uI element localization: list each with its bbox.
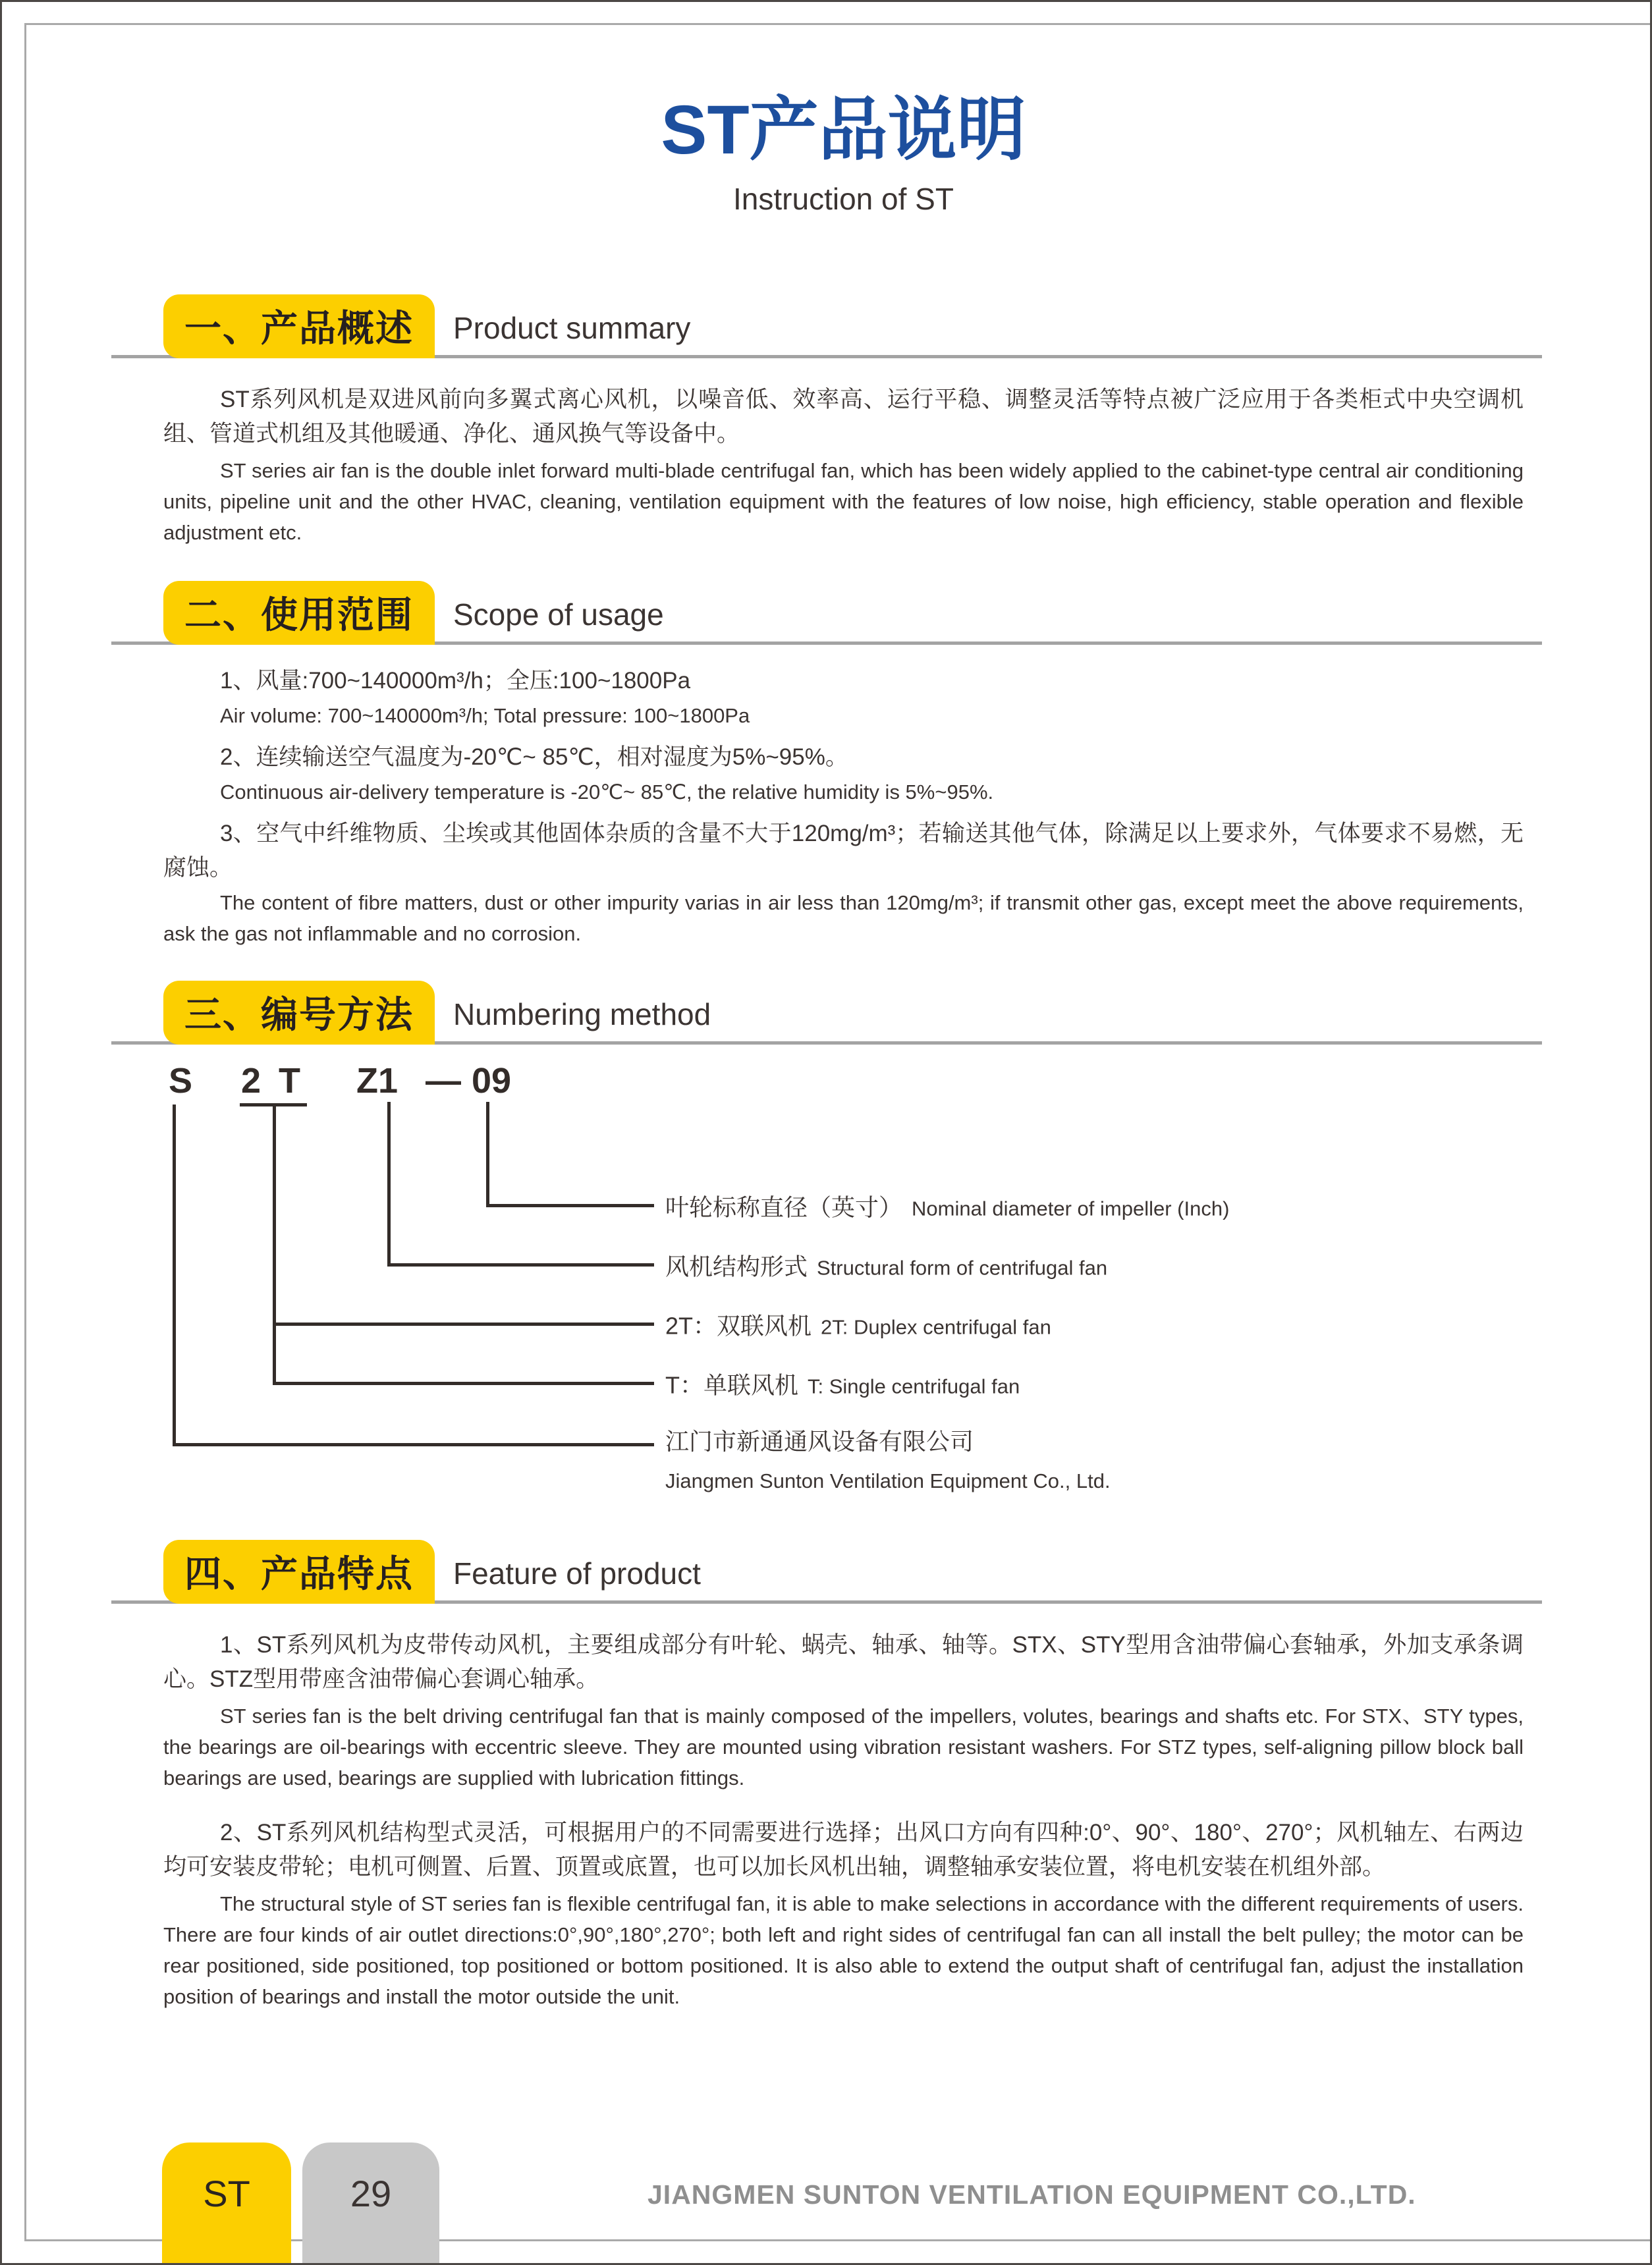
- code-char-09: 09: [472, 1060, 512, 1101]
- section-en-label: Numbering method: [453, 996, 711, 1031]
- section-badge: 三、编号方法: [163, 981, 435, 1045]
- feature-item-2-en: The structural style of ST series fan is flexible centrifugal fan, it is able to make selections in accordance with the different requirements of users. There are four kinds of air outlet directions:0°,90°,180°,270°; both left and right sides of centrifugal fan can all install the belt pulley; the motor can be rear positioned, side positioned, top positioned or bottom positioned. It is also able to extend the output shaft of centrifugal fan, adjust the installation position of bearings and install the motor outside the unit.: [163, 1892, 1524, 2008]
- section-header-numbering-method: [163, 981, 1524, 1041]
- usage-item-3-en: The content of fibre matters, dust or other impurity varias in air less than 120mg/m³; if transmit other gas, except meet the above requirements, ask the gas not inflammable and no corrosion.: [163, 890, 1524, 945]
- section-header-feature-of-product: [163, 1540, 1524, 1600]
- usage-item-3-zh: 3、空气中纤维物质、尘埃或其他固体杂质的含量不大于120mg/m³；若输送其他气体，除满足以上要求外，气体要求不易燃，无腐蚀。: [163, 820, 1524, 881]
- diagram-label-structure: 风机结构形式 Structural form of centrifugal fan: [665, 1253, 1108, 1280]
- feature-item-2-zh: 2、ST系列风机结构型式灵活，可根据用户的不同需要进行选择；出风口方向有四种:0°、90°、180°、270°；风机轴左、右两边均可安装皮带轮；电机可侧置、后置、顶置或底置，也可以加长风机出轴，调整轴承安装位置，将电机安装在机组外部。: [163, 1819, 1524, 1880]
- section-header-scope-of-usage: [163, 581, 1524, 641]
- connector-horizontal-structure: [387, 1263, 654, 1267]
- usage-item-1-zh: 1、风量:700~140000m³/h；全压:100~1800Pa: [220, 667, 691, 694]
- section-badge: 四、产品特点: [163, 1540, 435, 1604]
- feature-item-1-en: ST series fan is the belt driving centrifugal fan that is mainly composed of the impellers, volutes, bearings and shafts etc. For STX、STY types, the bearings are oil-bearings with eccentric sleeve. They are mounted using vibration resistant washers. For STZ types, self-aligning pillow block ball bearings are used, bearings are supplied with lubrication fittings.: [163, 1704, 1524, 1789]
- page-content: [163, 2, 1524, 2012]
- page-title: ST产品说明: [661, 92, 1026, 169]
- diagram-label-single: T：单联风机 T: Single centrifugal fan: [665, 1371, 1020, 1399]
- usage-item-1-en: Air volume: 700~140000m³/h; Total pressure: 100~1800Pa: [220, 703, 750, 727]
- connector-vertical-s: [173, 1105, 176, 1446]
- connector-horizontal-company: [173, 1443, 654, 1446]
- diagram-label-diameter: 叶轮标称直径（英寸） Nominal diameter of impeller (Inch): [665, 1193, 1230, 1221]
- connector-vertical-2t: [273, 1106, 276, 1385]
- summary-paragraph-zh: ST系列风机是双进风前向多翼式离心风机，以噪音低、效率高、运行平稳、调整灵活等特点被广泛应用于各类柜式中央空调机组、管道式机组及其他暖通、净化、通风换气等设备中。: [163, 386, 1524, 447]
- usage-item-2-en: Continuous air-delivery temperature is -20℃~ 85℃, the relative humidity is 5%~95%.: [220, 780, 994, 804]
- numbering-diagram: [163, 1062, 1524, 1510]
- connector-vertical-z1: [387, 1102, 391, 1267]
- code-char-s: S: [169, 1060, 193, 1101]
- connector-horizontal-diameter: [486, 1204, 654, 1207]
- diagram-label-duplex: 2T：双联风机 2T: Duplex centrifugal fan: [665, 1312, 1051, 1340]
- code-char-z1: Z1: [356, 1060, 399, 1101]
- footer-company-name: JIANGMEN SUNTON VENTILATION EQUIPMENT CO.,LTD.: [647, 2179, 1416, 2210]
- section-en-label: Product summary: [453, 310, 691, 345]
- code-char-2: 2: [241, 1060, 262, 1101]
- section-header-product-summary: [163, 294, 1524, 355]
- page-subtitle: Instruction of ST: [733, 182, 954, 217]
- summary-paragraph-en: ST series air fan is the double inlet forward multi-blade centrifugal fan, which has been widely applied to the cabinet-type central air conditioning units, pipeline unit and the other HVAC, cleaning, ventilation equipment with the features of low noise, high efficiency, stable operation and flexible adjustment etc.: [163, 458, 1524, 544]
- section-badge: 二、使用范围: [163, 581, 435, 645]
- footer-page-number: 29: [302, 2142, 439, 2263]
- section-en-label: Feature of product: [453, 1556, 701, 1591]
- code-char-dash: —: [426, 1060, 461, 1101]
- diagram-label-company: 江门市新通通风设备有限公司 Jiangmen Sunton Ventilation Equipment Co., Ltd.: [665, 1427, 1111, 1492]
- feature-item-1-zh: 1、ST系列风机为皮带传动风机，主要组成部分有叶轮、蜗壳、轴承、轴等。STX、STY型用含油带偏心套轴承，外加支承条调心。STZ型用带座含油带偏心套调心轴承。: [163, 1631, 1524, 1692]
- connector-horizontal-t: [273, 1382, 654, 1385]
- section-en-label: Scope of usage: [453, 597, 664, 632]
- code-char-t: T: [279, 1060, 300, 1101]
- footer-series-tab: ST: [162, 2142, 291, 2263]
- usage-item-2-zh: 2、连续输送空气温度为-20℃~ 85℃，相对湿度为5%~95%。: [220, 744, 848, 770]
- connector-horizontal-2t: [273, 1323, 654, 1326]
- connector-vertical-09: [486, 1102, 489, 1207]
- section-badge: 一、产品概述: [163, 294, 435, 358]
